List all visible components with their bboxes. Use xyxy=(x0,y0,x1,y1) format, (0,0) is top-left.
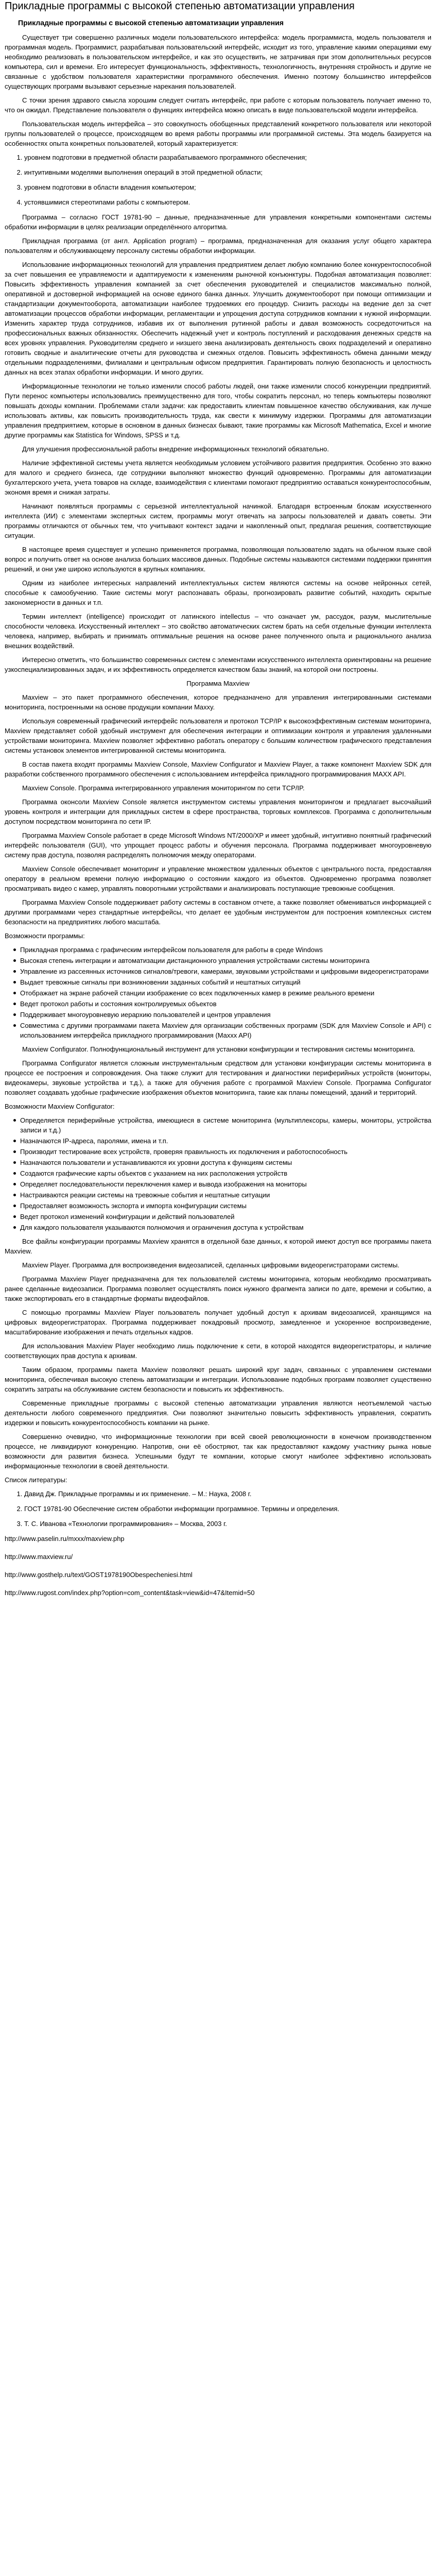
source-link[interactable]: http://www.paselin.ru/mxxx/maxview.php xyxy=(5,1535,125,1543)
list-item: Назначаются IP-адреса, паролями, имена и т.п. xyxy=(20,1136,431,1146)
features-list xyxy=(5,945,431,1040)
paragraph: Информационные технологии не только изменили способ работы людей, они также изменили способ конкуренции предприятий. Пути перенос компьютеры использовались преимущественно для того, чтобы сократить персонал, но теперь компьютеры позволяют повышать доходы компании. Проблемами стали задачи: как предоставить клиентам повышенное качество обслуживания, как лучше использовать активы, как повысить производительность труда, как свести к минимуму издержки. Программы для автоматизации управления предприятием, которые в основном в данных бизнесах бывают, такие программы как Microsoft Mathematica, Excel и многие другие программы как Statistica for Windows, SPSS и т.д. xyxy=(5,382,431,439)
list-item: Создаются графические карты объектов с указанием на них расположения устройств xyxy=(20,1168,431,1178)
paragraph: Наличие эффективной системы учета является необходимым условием устойчивого развития предприятия. Особенно это важно для малого и среднего бизнеса, где сотрудники выполняют множество функций одновременно. Программы для автоматизации бухгалтерского учета, учета товаров на складе, взаимодействия с клиентами помогают предприятию оставаться конкурентоспособным, экономя время и снижая затраты. xyxy=(5,459,431,496)
reference-item: 1. Давид Дж. Прикладные программы и их применение. – М.: Наука, 2008 г. xyxy=(24,1489,431,1499)
list-item: Управление из рассеянных источников сигналов/тревоги, камерами, звуковыми устройствами и цифровыми видеорегистраторами xyxy=(20,967,431,976)
closing-section xyxy=(5,1365,431,1471)
paragraph: Одним из наиболее интересных направлений интеллектуальных систем являются системы на основе нейронных сетей, способные к самообучению. Такие системы могут распознавать образы, прогнозировать развитие событий, находить скрытые закономерности в данных и т.п. xyxy=(5,579,431,606)
config-features-title: Возможности Maxview Configurator: xyxy=(5,1103,115,1110)
reference-item: 3. Т. С. Иванова «Технологии программирования» – Москва, 2003 г. xyxy=(24,1519,431,1529)
paragraph: Термин интеллект (intelligence) происходит от латинского intellectus – что означает ум, рассудок, разум, мыслительные способности человека. Искусственный интеллект – это свойство автоматических систем брать на себя отдельные функции интеллекта человека, например, выбирать и принимать оптимальные решения на основе ранее полученного опыта и рационального анализа внешних воздействий. xyxy=(5,613,431,650)
references-list xyxy=(5,1489,431,1529)
paragraph: В настоящее время существует и успешно применяется программа, позволяющая пользователю задать на обычном языке свой вопрос и получить ответ на основе анализа больших массивов данных. Подобные системы называются системами поддержки принятия решений, и они уже широко используются в крупных компаниях. xyxy=(5,546,431,573)
list-item: Предоставляет возможность экспорта и импорта конфигурации системы xyxy=(20,1201,431,1211)
links-list xyxy=(5,1534,431,1598)
paragraph: Существует три совершенно различных модели пользовательского интерфейса: модель программиста, модель пользователя и программная модель. Программист, разрабатывая пользовательский интерфейс, исходит из того, управление какими операциями ему необходимо реализовать в пользовательском интерфейсе, и как это осуществить, не затрачивая при этом дополнительных ресурсов компьютера, сил и времени. Его интересует функциональность, эффективность, технологичность, внутренняя стройность и другие не связанные с удобством пользователя характеристики программного обеспечения. Именно поэтому большинство интерфейсов существующих программ вызывают серьезные нарекания пользователей. xyxy=(5,33,431,90)
paragraph: Все файлы конфигурации программы Maxview хранятся в отдельной базе данных, к которой имеют доступ все программы пакета Maxview. xyxy=(5,1238,431,1255)
paragraph: Maxview Player. Программа для воспроизведения видеозаписей, сделанных цифровыми видеорегистраторами системы. xyxy=(22,1261,399,1269)
list-item: Производит тестирование всех устройств, проверяя правильность их подключения и работоспособность xyxy=(20,1147,431,1157)
paragraph: Программа оконсоли Maxview Console является инструментом системы управления мониторингом и предлагает высочайший уровень контроля и интеграции для прикладных систем в сфере пространства, торговых комплексов. Программа с дополнительным доступом посредством мониторинга по сети IP. xyxy=(5,798,431,825)
paragraph: Программа – согласно ГОСТ 19781-90 – данные, предназначенные для управления конкретными компонентами системы обработки информации в целях реализации определённого алгоритма. xyxy=(5,213,431,231)
paragraph: Maxview Console. Программа интегрированного управления мониторингом по сети TCP/IP. xyxy=(22,784,305,792)
reference-item: 2. ГОСТ 19781-90 Обеспечение систем обработки информации программное. Термины и определения. xyxy=(24,1504,431,1514)
paragraph: Таким образом, программы пакета Maxview позволяют решать широкий круг задач, связанных с управлением системами мониторинга, обеспечивая высокую степень автоматизации и интеграции. Использование подобных программ позволяет существенно сократить затраты на обслуживание систем безопасности и повысить их эффективность. xyxy=(5,1366,431,1393)
paragraph: Использование информационных технологий для управления предприятием делает любую компанию более конкурентоспособной за счет повышения ее управляемости и адаптируемости к изменениям рыночной конъюнктуры. Подобная автоматизация позволяет: Повысить эффективность управления компанией за счет обеспечения руководителей и специалистов максимально полной, оперативной и достоверной информацией на основе единого банка данных. Улучшить документооборот при помощи оптимизации и стандартизации документооборота, автоматизации наиболее трудоемких его процедур. Снизить расходы на ведение дел за счет автоматизации процессов обработки информации, регламентации и упрощения доступа сотрудников компании к нужной информации. Изменить характер труда сотрудников, избавив их от выполнения рутинной работы и давая возможность сосредоточиться на профессиональных важных обязанностях. Обеспечить надежный учет и контроль поступлений и расходования денежных средств на всех уровнях управления. Руководителям среднего и низшего звена анализировать деятельность своих подразделений и оперативно готовить сводные и аналитические отчеты для руководства и смежных отделов. Повысить эффективность обмена данными между отдельными подразделениями, филиалами и центральным офисом предприятия. Гарантировать полную безопасность и целостность данных на всех этапах обработки информации. И много других. xyxy=(5,261,431,376)
link-row xyxy=(5,1552,431,1562)
references-title: Список литературы: xyxy=(5,1476,67,1484)
document-subtitle: Прикладные программы с высокой степенью автоматизации управления xyxy=(18,19,284,27)
paragraph: Maxview – это пакет программного обеспечения, которое предназначено для управления интегрированными системами мониторинга, построенными на основе продукции компании Maxxy. xyxy=(5,693,431,711)
paragraph: Пользовательская модель интерфейса – это совокупность обобщенных представлений конкретного пользователя или некоторой группы пользователей о процессе, происходящем во время работы программы или программной системы. Эта модель базируется на особенностях опыта конкретных пользователей, который характеризуется: xyxy=(5,120,431,147)
link-row xyxy=(5,1570,431,1580)
paragraph: Современные прикладные программы с высокой степенью автоматизации управления являются неотъемлемой частью деятельности любого современного предприятия. Они позволяют значительно повысить эффективность управления, сократить издержки и повысить конкурентоспособность компании на рынке. xyxy=(5,1399,431,1427)
paragraph: С помощью программы Maxview Player пользователь получает удобный доступ к архивам видеозаписей, хранящимся на цифровых видеорегистраторах. Программа поддерживает покадровый просмотр, замедленное и ускоренное воспроизведение, масштабирование изображения и печать отдельных кадров. xyxy=(5,1309,431,1336)
list-item: 4. устоявшимися стереотипами работы с компьютером. xyxy=(24,197,431,207)
features-title: Возможности программы: xyxy=(5,932,85,940)
link-row xyxy=(5,1534,431,1544)
intro-section xyxy=(5,32,431,148)
paragraph: Для использования Maxview Player необходимо лишь подключение к сети, в которой находятся видеорегистраторы, и наличие соответствующих прав доступа к архивам. xyxy=(5,1342,431,1360)
list-item: Прикладная программа с графическим интерфейсом пользователя для работы в среде Windows xyxy=(20,945,431,955)
list-item: 2. интуитивными моделями выполнения операций в этой предметной области; xyxy=(24,167,431,177)
document-title: Прикладные программы с высокой степенью автоматизации управления xyxy=(5,1,355,12)
paragraph: Для улучшения профессиональной работы внедрение информационных технологий обязательно. xyxy=(22,445,329,453)
paragraph: С точки зрения здравого смысла хорошим следует считать интерфейс, при работе с которым пользователь получает именно то, что он ожидал. Представление пользователя о функциях интерфейса можно описать в виде пользовательской модели интерфейса. xyxy=(5,96,431,114)
paragraph: Maxview Console обеспечивает мониторинг и управление множеством удаленных объектов с центрального поста, предоставляя оператору в реальном времени полную информацию о состоянии каждого из объектов. Одновременно программа позволяет просматривать видео с камер, управлять поворотными устройствами и анализировать поступающие тревожные сообщения. xyxy=(5,865,431,892)
paragraph: Программа Maxview Console поддерживает работу системы в составном отчете, а также позволяет обмениваться информацией с другими программами через стандартные интерфейсы, что делает ее удобным инструментом для построения комплексных систем безопасности на предприятиях любого масштаба. xyxy=(5,899,431,926)
list-item: 3. уровнем подготовки в области владения компьютером; xyxy=(24,182,431,192)
list-item: Назначаются пользователи и устанавливаются их уровни доступа к функциям системы xyxy=(20,1158,431,1167)
configurator-section xyxy=(5,1044,431,1097)
paragraph: Прикладная программа (от англ. Application program) – программа, предназначенная для оказания услуг общего характера пользователям и обслуживающему персоналу системы обработки информации. xyxy=(5,237,431,255)
list-item: Совместима с другими программами пакета Maxview для организации собственных программ (SDK для Maxview Console и API) с использованием интерфейса прикладного программирования (Maxxx API) xyxy=(20,1022,431,1039)
list-item: Поддерживает многоуровневую иерархию пользователей и центров управления xyxy=(20,1010,431,1020)
paragraph: Программа Configurator является сложным инструментальным средством для установки конфигурации системы мониторинга в процессе ее построения и сопровождения. Она также служит для тестирования и диагностики периферийных устройств (мониторы, видеокамеры, звуковые устройства и т.д.), а также для обучения работе с программой Maxview Console. Программа Configurator позволяет создавать удобные графические изображения объектов мониторинга, такие как планы помещений, зданий и территорий. xyxy=(5,1059,431,1096)
paragraph: Программа Maxview Player предназначена для тех пользователей системы мониторинга, которым необходимо просматривать ранее сделанные видеозаписи. Программа позволяет осуществлять поиск нужного фрагмента записи по дате, времени и событию, а также экспортировать его в стандартные форматы видеофайлов. xyxy=(5,1275,431,1302)
paragraph: Используя современный графический интерфейс пользователя и протокол TCP/IP к высокоэффективным системам мониторинга, Maxview представляет собой удобный инструмент для обеспечения интеграции и оптимизации контроля и управления удаленными устройствами мониторинга. Maxview позволяет эффективно работать оператору с большим количеством графического представления системы установок элементов интегрированной системы мониторинга. xyxy=(5,717,431,754)
list-item: Для каждого пользователя указываются полномочия и ограничения доступа к устройствам xyxy=(20,1223,431,1232)
maxview-section xyxy=(5,692,431,927)
paragraph: Совершенно очевидно, что информационные технологии при всей своей революционности в конечном производственном процессе, не ликвидируют конкуренцию. Напротив, они её обостряют, так как предоставляют каждому участнику рынка новые возможности для развития бизнеса. Успешными будут те компании, которые смогут наиболее эффективно использовать информационные технологии в своей деятельности. xyxy=(5,1433,431,1470)
paragraph: Программа Maxview Console работает в среде Microsoft Windows NT/2000/XP и имеет удобный, интуитивно понятный графический интерфейс пользователя (GUI), что упрощает процесс работы и обучения персонала. Программа поддерживает многоуровневую систему прав доступа, позволяя распределять полномочия между операторами. xyxy=(5,832,431,859)
body-section-1 xyxy=(5,212,431,454)
source-link[interactable]: http://www.maxview.ru/ xyxy=(5,1553,73,1561)
paragraph: Начинают появляться программы с серьезной интеллектуальной начинкой. Благодаря встроенным блокам искусственного интеллекта (ИИ) с элементами экспертных систем, программы могут отвечать на запросы пользователей и давать советы. Эти программы отличаются от обычных тем, что учитывают контекст задачи и накопленный опыт, предлагая решения, соответствующие ситуации. xyxy=(5,502,431,539)
list-item: 1. уровнем подготовки в предметной области разрабатываемого программного обеспечения; xyxy=(24,152,431,162)
paragraph: Интересно отметить, что большинство современных систем с элементами искусственного интеллекта ориентированы на решение узкоспециализированных задач, и их эффективность определяется качеством базы знаний, на которой они построены. xyxy=(5,656,431,673)
list-item: Ведет протокол изменений конфигурации и действий пользователей xyxy=(20,1212,431,1222)
maxview-section-title: Программа Maxview xyxy=(186,680,250,687)
config-features-list xyxy=(5,1115,431,1232)
link-row xyxy=(5,1588,431,1598)
list-item: Отображает на экране рабочей станции изображение со всех подключенных камер в режиме реального времени xyxy=(20,988,431,998)
list-item: Ведет протокол работы и состояния контролируемых объектов xyxy=(20,999,431,1009)
experience-list xyxy=(5,152,431,207)
paragraph: В состав пакета входят программы Maxview Console, Maxview Configurator и Maxview Player, а также компонент Maxview SDK для разработки собственного программного обеспечения с использованием интерфейса прикладного программирования MAXX API. xyxy=(5,760,431,778)
player-section xyxy=(5,1236,431,1361)
source-link[interactable]: http://www.rugost.com/index.php?option=com_content&task=view&id=47&Itemid=50 xyxy=(5,1589,255,1597)
list-item: Определяет последовательности переключения камер и вывода изображения на мониторы xyxy=(20,1179,431,1189)
body-section-2 xyxy=(5,458,431,674)
source-link[interactable]: http://www.gosthelp.ru/text/GOST1978190Obespecheniesi.html xyxy=(5,1571,193,1579)
list-item: Выдает тревожные сигналы при возникновении заданных событий и нештатных ситуаций xyxy=(20,977,431,987)
paragraph: Maxview Configurator. Полнофункциональный инструмент для установки конфигурации и тестирования системы мониторинга. xyxy=(22,1045,415,1053)
list-item: Определяется периферийные устройства, имеющиеся в системе мониторинга (мультиплексоры, камеры, мониторы, устройства записи и т.д.) xyxy=(20,1116,431,1134)
list-item: Высокая степень интеграции и автоматизации дистанционного управления устройствами системы мониторинга xyxy=(20,956,431,965)
list-item: Настраиваются реакции системы на тревожные события и нештатные ситуации xyxy=(20,1190,431,1200)
